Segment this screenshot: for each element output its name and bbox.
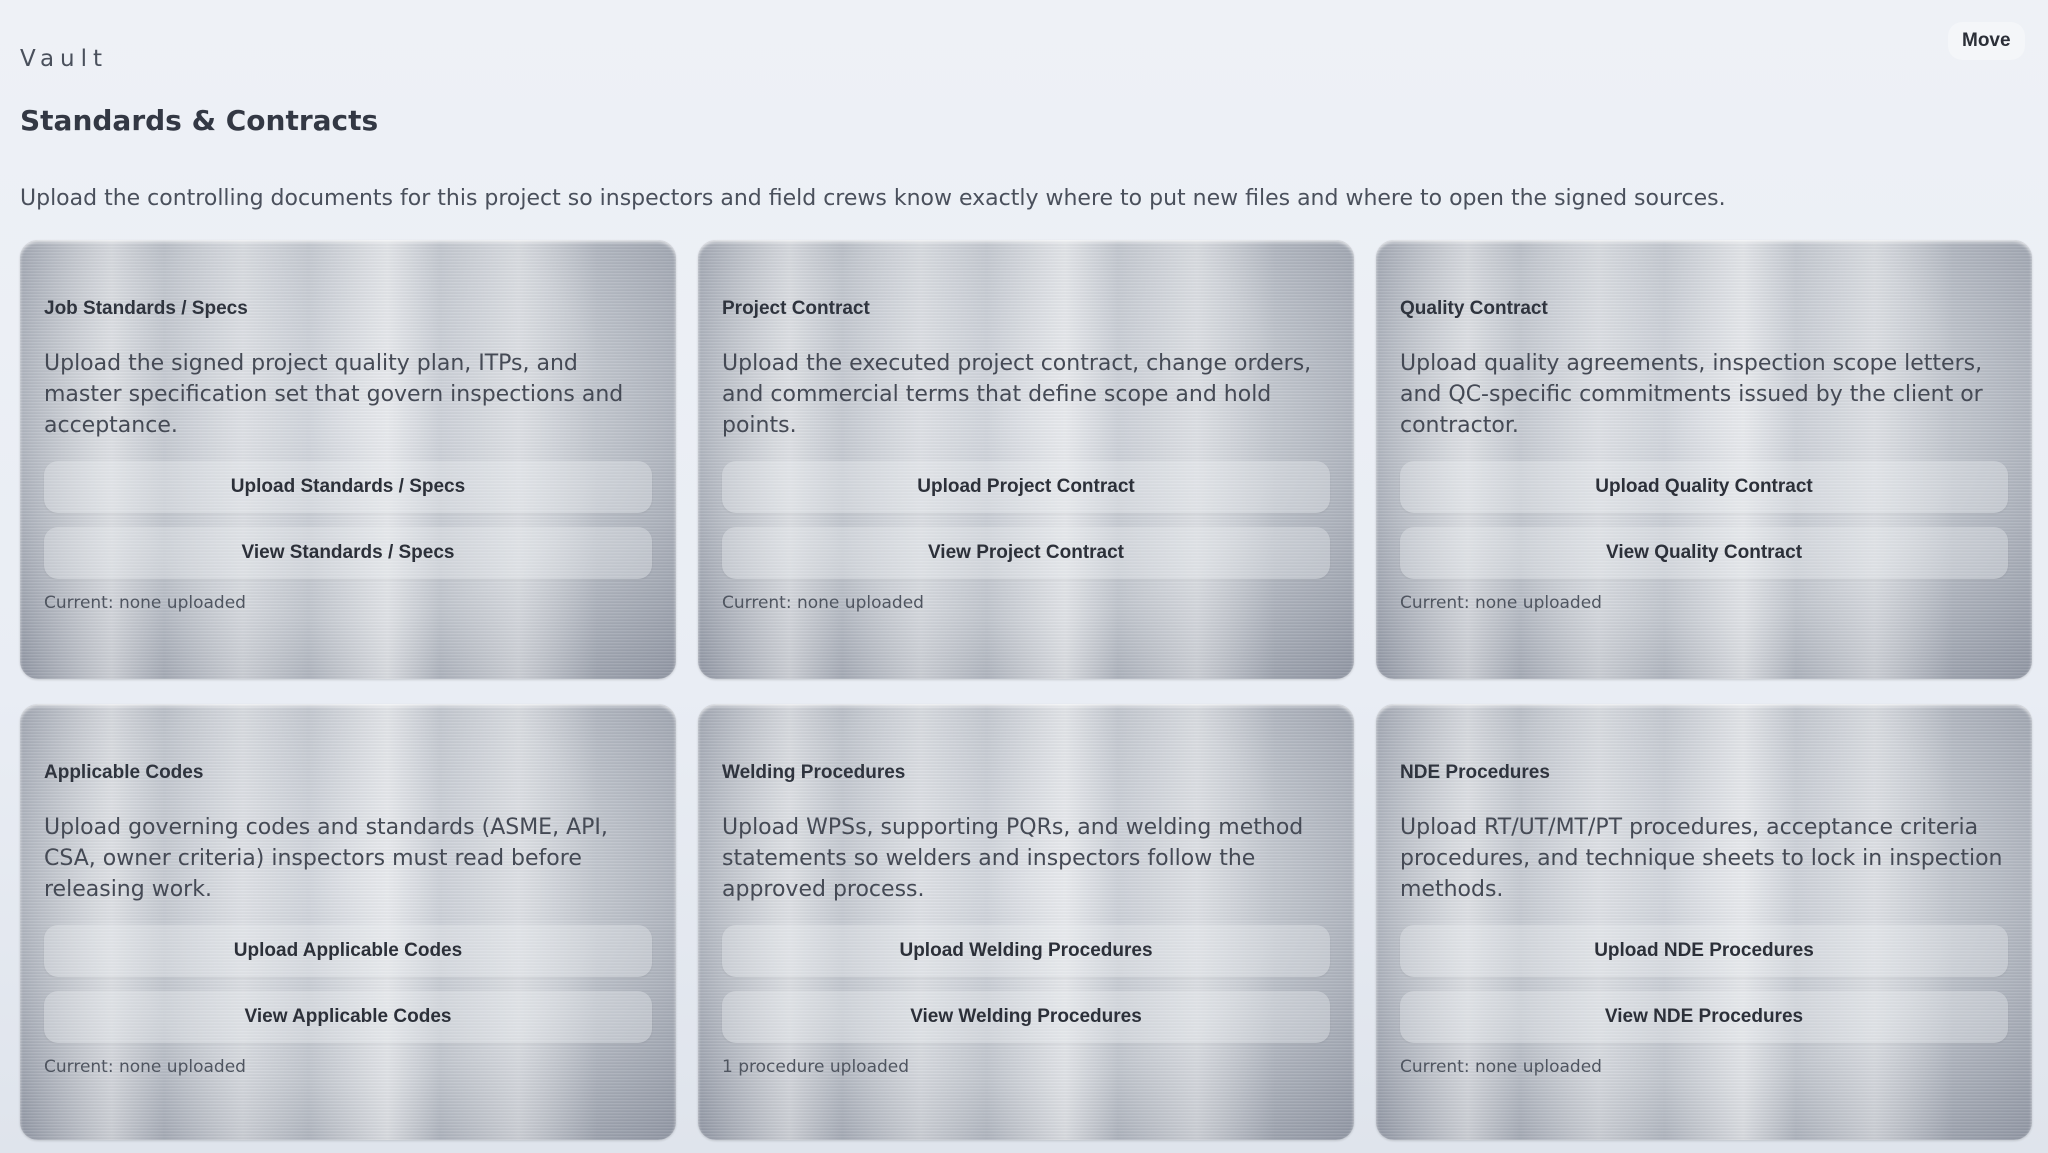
card-status: Current: none uploaded [722,593,924,613]
upload-applicable-codes-button[interactable]: Upload Applicable Codes [44,925,652,977]
card-status: Current: none uploaded [44,593,246,613]
card-status: Current: none uploaded [1400,1057,1602,1077]
card-project-contract [698,240,1354,679]
upload-welding-procedures-button[interactable]: Upload Welding Procedures [722,925,1330,977]
view-applicable-codes-button[interactable]: View Applicable Codes [44,991,652,1043]
card-title: Welding Procedures [722,762,906,783]
page-intro: Upload the controlling documents for this project so inspectors and field crews know exactly where to put new files and where to open the signed sources. [20,186,1726,211]
card-status: Current: none uploaded [44,1057,246,1077]
card-description: Upload RT/UT/MT/PT procedures, acceptance criteria procedures, and technique sheets to lock in inspection methods. [1400,815,2003,902]
view-quality-contract-button[interactable]: View Quality Contract [1400,527,2008,579]
card-status: 1 procedure uploaded [722,1057,910,1077]
upload-quality-contract-button[interactable]: Upload Quality Contract [1400,461,2008,513]
card-applicable-codes [20,704,676,1140]
card-description: Upload quality agreements, inspection scope letters, and QC-specific commitments issued by the client or contractor. [1400,351,1983,438]
card-welding-procedures [698,704,1354,1140]
card-description: Upload governing codes and standards (ASME, API, CSA, owner criteria) inspectors must read before releasing work. [44,815,608,902]
card-description: Upload WPSs, supporting PQRs, and welding method statements so welders and inspectors follow the approved process. [722,815,1304,902]
upload-project-contract-button[interactable]: Upload Project Contract [722,461,1330,513]
card-job-standards [20,240,676,679]
document-card-grid [20,240,2031,1140]
card-title: Quality Contract [1400,298,1548,319]
card-quality-contract [1376,240,2032,679]
view-standards-button[interactable]: View Standards / Specs [44,527,652,579]
move-button[interactable]: Move [1948,22,2025,60]
card-title: Project Contract [722,298,870,319]
card-description: Upload the executed project contract, change orders, and commercial terms that define scope and hold points. [722,351,1312,438]
app-brand: Vault [20,46,109,72]
card-title: Applicable Codes [44,762,204,783]
page-title: Standards & Contracts [20,104,379,137]
card-nde-procedures [1376,704,2032,1140]
upload-nde-procedures-button[interactable]: Upload NDE Procedures [1400,925,2008,977]
view-nde-procedures-button[interactable]: View NDE Procedures [1400,991,2008,1043]
card-title: Job Standards / Specs [44,298,248,319]
view-project-contract-button[interactable]: View Project Contract [722,527,1330,579]
upload-standards-button[interactable]: Upload Standards / Specs [44,461,652,513]
card-status: Current: none uploaded [1400,593,1602,613]
card-title: NDE Procedures [1400,762,1550,783]
card-description: Upload the signed project quality plan, ITPs, and master specification set that govern inspections and acceptance. [44,351,624,438]
view-welding-procedures-button[interactable]: View Welding Procedures [722,991,1330,1043]
